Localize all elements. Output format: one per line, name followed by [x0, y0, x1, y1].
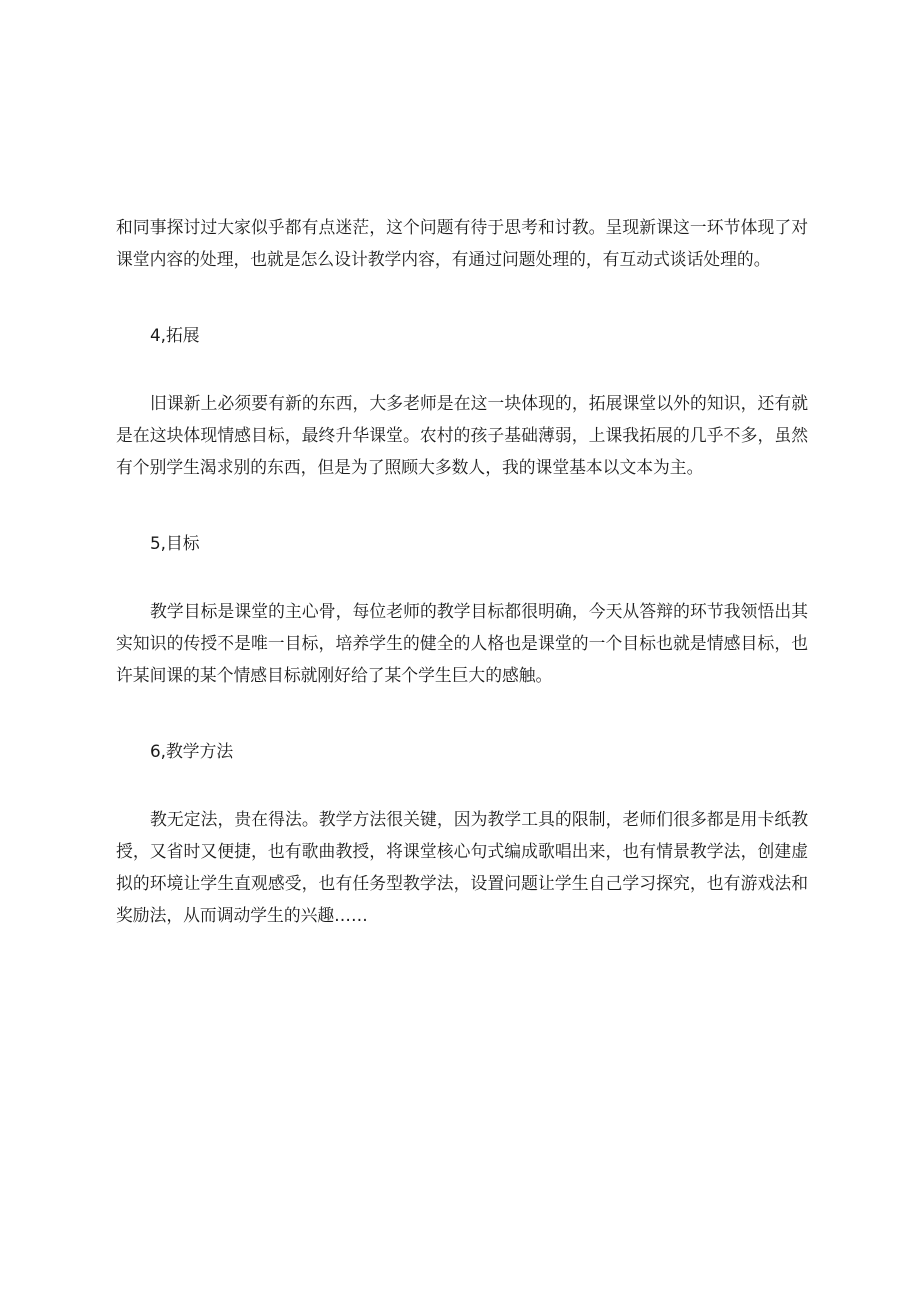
intro-paragraph: 和同事探讨过大家似乎都有点迷茫，这个问题有待于思考和讨教。呈现新课这一环节体现了对课堂内容的处理，也就是怎么设计教学内容，有通过问题处理的，有互动式谈话处理的。: [116, 217, 808, 269]
document-body: [116, 211, 808, 931]
section-body-methods: 教无定法，贵在得法。教学方法很关键，因为教学工具的限制，老师们很多都是用卡纸教授，又省时又便捷，也有歌曲教授，将课堂核心句式编成歌唱出来，也有情景教学法，创建虚拟的环境让学生直观感受，也有任务型教学法，设置问题让学生自己学习探究，也有游戏法和奖励法，从而调动学生的兴趣……: [116, 809, 808, 925]
section-body-extension: 旧课新上必须要有新的东西，大多老师是在这一块体现的，拓展课堂以外的知识，还有就是在这块体现情感目标，最终升华课堂。农村的孩子基础薄弱，上课我拓展的几乎不多，虽然有个别学生渴求别的东西，但是为了照顾大多数人，我的课堂基本以文本为主。: [116, 393, 808, 477]
section-heading-goals: 5,目标: [150, 533, 200, 553]
section-heading-methods: 6,教学方法: [150, 741, 234, 761]
section-body-goals: 教学目标是课堂的主心骨，每位老师的教学目标都很明确，今天从答辩的环节我领悟出其实知识的传授不是唯一目标，培养学生的健全的人格也是课堂的一个目标也就是情感目标，也许某间课的某个情感目标就刚好给了某个学生巨大的感触。: [116, 601, 808, 685]
section-heading-extension: 4,拓展: [150, 325, 200, 345]
